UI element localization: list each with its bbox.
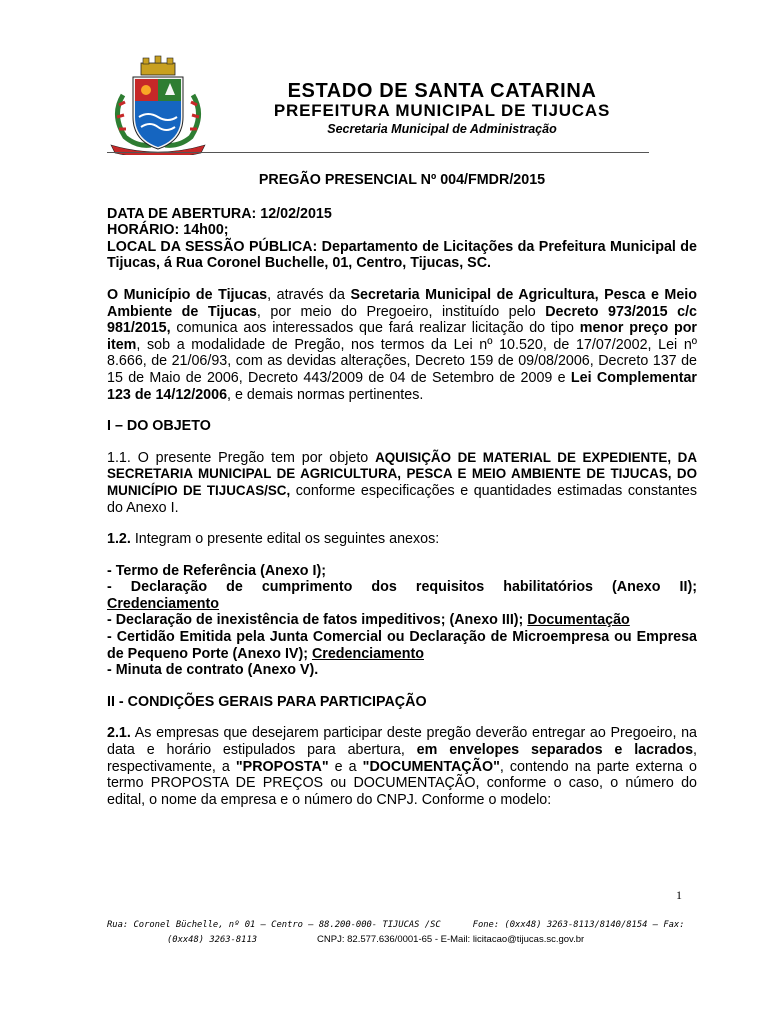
header-city: PREFEITURA MUNICIPAL DE TIJUCAS: [273, 101, 611, 120]
header-secretariat: Secretaria Municipal de Administração: [327, 122, 557, 136]
item-1-1-text-c: conforme especificações e quantidades estimadas constantes do Anexo I.: [107, 482, 697, 516]
item-1-1: [107, 450, 697, 516]
annex-item-3: [107, 612, 697, 629]
annex-item-1: - Termo de Referência (Anexo I);: [107, 562, 326, 579]
opening-date: DATA DE ABERTURA: 12/02/2015: [107, 205, 332, 222]
intro-decreto: Decreto 973/2015 c/c 981/2015,: [107, 303, 698, 337]
item-2-1-text-1: As empresas que desejarem participar deste pregão deverão entregar ao Pregoeiro, na data e horário estipulados para abertura,: [107, 725, 697, 759]
item-1-2-text: Integram o presente edital os seguintes anexos:: [130, 531, 440, 548]
section-2-heading: II - CONDIÇÕES GERAIS PARA PARTICIPAÇÃO: [107, 693, 427, 710]
footer-phone: Fone: (0xx48) 3263-8113/8140/8154 – Fax:: [472, 920, 685, 930]
item-1-1-object: AQUISIÇÃO DE MATERIAL DE EXPEDIENTE, DA SECRETARIA MUNICIPAL DE AGRICULTURA, PESCA E MEIO AMBIENTE DE TIJUCAS, DO MUNICÍPIO DE TIJUCAS/SC,: [107, 449, 697, 498]
header-divider: [107, 152, 649, 153]
footer-cnpj-email: CNPJ: 82.577.636/0001-65 - E-Mail: licitacao@tijucas.sc.gov.br: [317, 934, 585, 945]
item-2-1-text-3: e a: [328, 758, 363, 775]
item-1-2-number: 1.2.: [107, 531, 131, 548]
page-number: 1: [676, 888, 682, 902]
intro-paragraph: [107, 287, 697, 403]
annex-item-3-tag: Documentação: [527, 612, 630, 629]
annex-item-4: [107, 629, 697, 662]
intro-text-1: , através da: [267, 286, 351, 303]
document-title: PREGÃO PRESENCIAL Nº 004/FMDR/2015: [258, 172, 546, 188]
footer-fax: (0xx48) 3263-8113: [167, 935, 258, 945]
footer-address: Rua: Coronel Büchelle, nº 01 – Centro – 88.200-000- TIJUCAS /SC: [107, 920, 441, 930]
item-2-1: [107, 725, 697, 808]
document-body: [107, 172, 697, 808]
intro-lei-complementar: Lei Complementar 123 de 14/12/2006: [107, 369, 697, 403]
annex-item-2: - Declaração de cumprimento dos requisitos habilitatórios (Anexo II);: [107, 579, 697, 596]
item-2-1-envelopes: em envelopes separados e lacrados: [416, 742, 694, 759]
opening-time: HORÁRIO: 14h00;: [107, 222, 229, 239]
annex-item-4-tag: Credenciamento: [311, 645, 424, 662]
item-2-1-text-4: , contendo na parte externa o termo PROPOSTA DE PREÇOS ou DOCUMENTAÇÃO, conforme o caso, o número do edital, o nome da empresa e o número do CNPJ. Conforme o modelo:: [107, 758, 697, 808]
item-1-2: [107, 531, 697, 548]
header-state: ESTADO DE SANTA CATARINA: [287, 80, 597, 102]
item-2-1-number: 2.1.: [107, 725, 131, 742]
intro-text-2: , por meio do Pregoeiro, instituído pelo: [256, 303, 546, 320]
intro-text-3: comunica aos interessados que fará realizar licitação do tipo: [170, 320, 580, 337]
annex-item-2-tag: Credenciamento: [107, 595, 220, 612]
intro-secretaria: Secretaria Municipal de Agricultura, Pesca e Meio Ambiente de Tijucas: [107, 286, 697, 320]
footer-line-1: [107, 920, 685, 930]
section-1-heading: I – DO OBJETO: [107, 418, 211, 435]
annex-item-3-text: - Declaração de inexistência de fatos impeditivos; (Anexo III);: [107, 612, 528, 629]
intro-municipio: O Município de Tijucas: [107, 286, 268, 303]
item-1-1-text-a: 1.1. O presente Pregão tem por objeto: [107, 449, 376, 466]
coat-of-arms-icon: [103, 55, 213, 155]
footer-line-2: [107, 934, 584, 945]
item-2-1-documentacao: "DOCUMENTAÇÃO": [362, 758, 500, 775]
intro-text-5: , e demais normas pertinentes.: [227, 386, 424, 403]
annex-item-5: - Minuta de contrato (Anexo V).: [107, 662, 319, 679]
intro-menor-preco: menor preço por item: [107, 320, 697, 353]
session-location: LOCAL DA SESSÃO PÚBLICA: Departamento de Licitações da Prefeitura Municipal de Tijucas, á Rua Coronel Buchelle, 01, Centro, Tijucas, SC.: [107, 238, 697, 272]
intro-text-4: , sob a modalidade de Pregão, nos termos da Lei nº 10.520, de 17/07/2002, Lei nº 8.666, de 21/06/93, com as devidas alterações, Decreto 159 de 09/08/2006, Decreto 137 de 15 de Maio de 2006, Decreto 443/2009 de 04 de Setembro de 2009 e: [107, 336, 697, 386]
item-2-1-text-2: , respectivamente, a: [107, 742, 698, 775]
annex-list: [107, 563, 697, 679]
item-2-1-proposta: "PROPOSTA": [235, 758, 329, 775]
annex-item-4-text: - Certidão Emitida pela Junta Comercial ou Declaração de Microempresa ou Empresa de Pequeno Porte (Anexo IV);: [107, 629, 697, 662]
